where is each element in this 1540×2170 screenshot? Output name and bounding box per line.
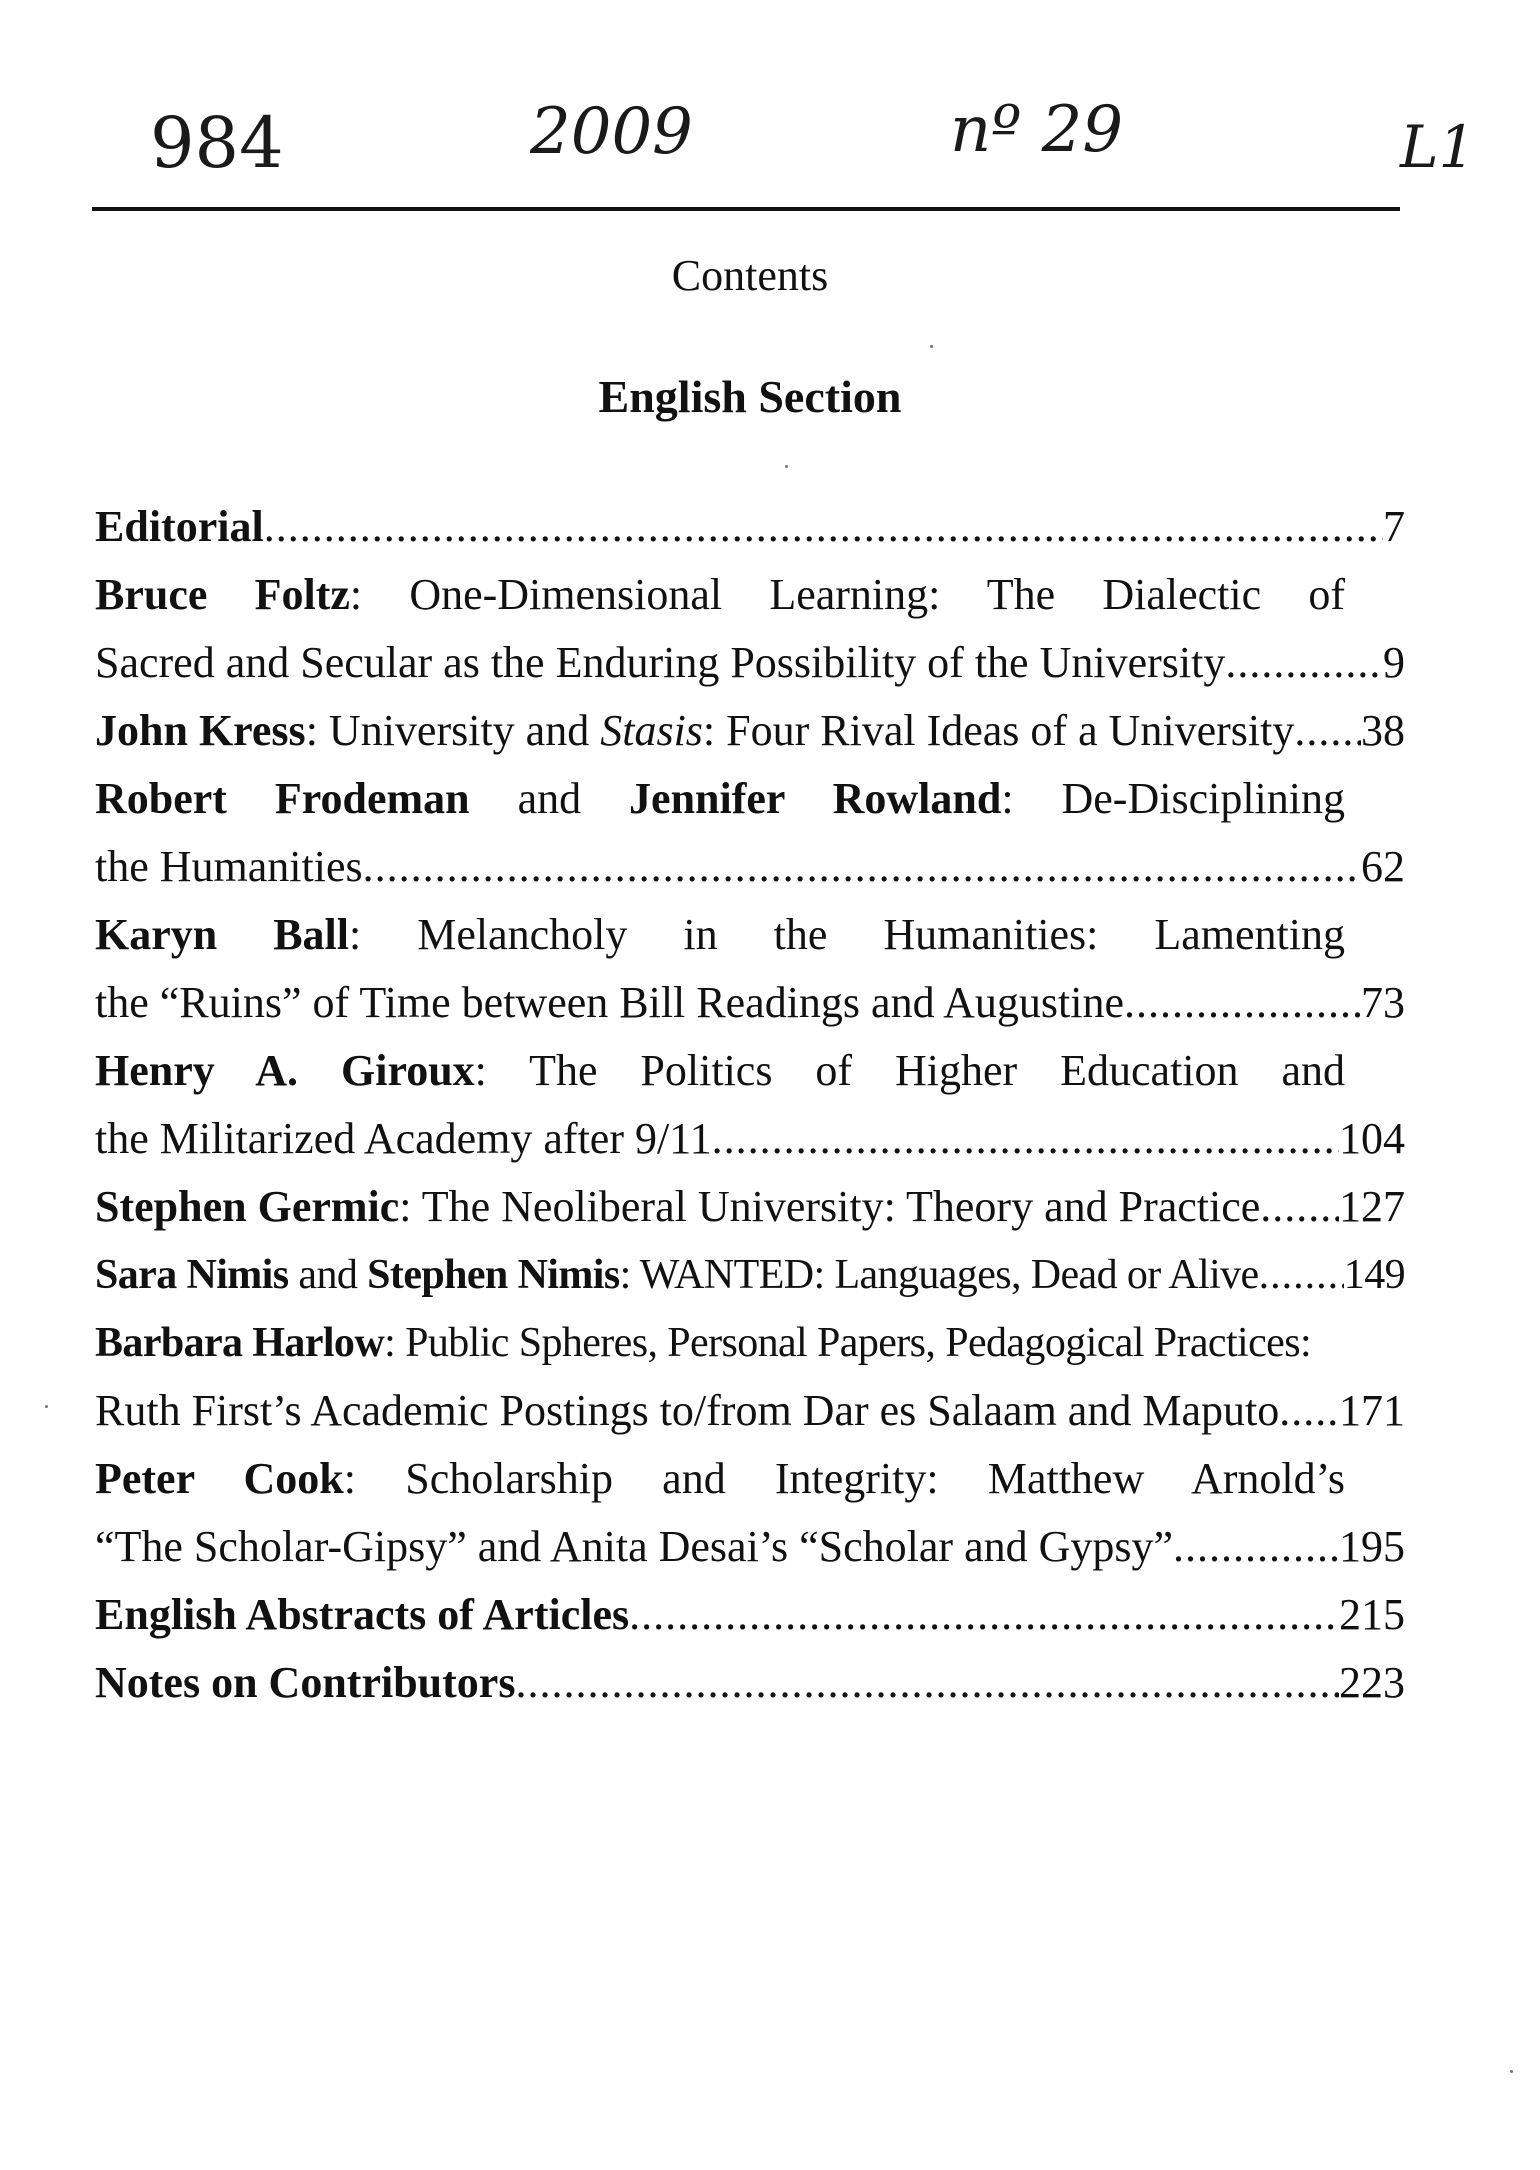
leader-dots xyxy=(1260,1173,1339,1241)
leader-dots xyxy=(515,1649,1339,1717)
toc-entry-kress: John Kress: University and Stasis: Four Rival Ideas of a University ..... 38 xyxy=(95,697,1405,765)
entry-title-cont: the “Ruins” of Time between Bill Readings and Augustine xyxy=(95,978,1125,1027)
toc-entry-harlow-line2 xyxy=(95,1377,1405,1445)
toc-entry-frodeman-line1: Robert Frodeman and Jennifer Rowland: De-Disciplining xyxy=(95,774,1345,823)
entry-title-post: : Four Rival Ideas of a University xyxy=(702,706,1295,755)
author: Robert Frodeman xyxy=(95,774,470,823)
entry-title: Editorial xyxy=(95,502,264,551)
entry-title: One-Dimensional Learning: The Dialectic of xyxy=(409,570,1345,619)
toc-entry-abstracts xyxy=(95,1581,1405,1649)
toc-entry-frodeman-line2 xyxy=(95,833,1405,901)
leader-dots xyxy=(264,493,1383,561)
header-rule xyxy=(92,207,1400,211)
leader-dots xyxy=(629,1581,1339,1649)
entry-title-cont: “The Scholar-Gipsy” and Anita Desai’s “Scholar and Gypsy” xyxy=(95,1522,1174,1571)
toc-entry-giroux-line2 xyxy=(95,1105,1405,1173)
toc-entry-ball-line1: Karyn Ball: Melancholy in the Humanities: Lamenting xyxy=(95,910,1345,959)
toc-entry-harlow-line1: Barbara Harlow: Public Spheres, Personal Papers, Pedagogical Practices: xyxy=(95,1320,1312,1366)
toc-entry-cook-line1: Peter Cook: Scholarship and Integrity: Matthew Arnold’s xyxy=(95,1454,1346,1503)
page-number: 7 xyxy=(1383,502,1405,551)
toc-entry-germic: Stephen Germic: The Neoliberal University: Theory and Practice ..... 127 xyxy=(95,1173,1405,1241)
page-number: 195 xyxy=(1339,1522,1405,1571)
leader-dots xyxy=(1294,697,1361,765)
scan-speck xyxy=(1510,2070,1513,2073)
page-number: 38 xyxy=(1361,706,1405,755)
author: Jennifer Rowland xyxy=(629,774,1002,823)
entry-title-pre: University and xyxy=(328,706,601,755)
leader-dots xyxy=(1173,1513,1339,1581)
entry-title-cont: the Militarized Academy after 9/11 xyxy=(95,1114,712,1163)
leader-dots xyxy=(712,1105,1339,1173)
entry-title-cont: the Humanities xyxy=(95,842,363,891)
scan-speck xyxy=(785,465,788,468)
handwritten-mark: L1 xyxy=(1400,113,1476,181)
toc-entry-giroux-line1: Henry A. Giroux: The Politics of Higher Education and xyxy=(95,1046,1345,1095)
entry-title: De-Disciplining xyxy=(1061,774,1345,823)
entry-title: The Politics of Higher Education and xyxy=(529,1046,1345,1095)
leader-dots xyxy=(1124,969,1361,1037)
toc-entry-foltz-line2 xyxy=(95,629,1405,697)
entry-title: WANTED: Languages, Dead or Alive xyxy=(639,1252,1259,1298)
author: Stephen Nimis xyxy=(367,1252,620,1298)
entry-title: Scholarship and Integrity: Matthew Arnold’s xyxy=(405,1454,1346,1503)
author: Barbara Harlow xyxy=(95,1320,385,1366)
page-number: 9 xyxy=(1383,638,1405,687)
page-number: 104 xyxy=(1339,1114,1405,1163)
leader-dots xyxy=(363,833,1361,901)
toc-entry-cook-line2 xyxy=(95,1513,1405,1581)
author: Peter Cook xyxy=(95,1454,344,1503)
entry-title-cont: Ruth First’s Academic Postings to/from Dar es Salaam and Maputo xyxy=(95,1386,1280,1435)
author: Stephen Germic xyxy=(95,1182,400,1231)
toc-entry-ball-line2 xyxy=(95,969,1405,1037)
page-number: 62 xyxy=(1361,842,1405,891)
page-number: 171 xyxy=(1339,1386,1405,1435)
author: Bruce Foltz xyxy=(95,570,350,619)
page-number: 223 xyxy=(1339,1658,1405,1707)
section-title: English Section xyxy=(598,371,902,422)
handwritten-issue: nº 29 xyxy=(950,93,1124,167)
toc-entry-nimis: Sara Nimis and Stephen Nimis: WANTED: Languages, Dead or Alive ..... 149 xyxy=(95,1241,1405,1309)
author: John Kress xyxy=(95,706,306,755)
leader-dots xyxy=(1225,629,1383,697)
contents-title: Contents xyxy=(671,251,829,300)
table-of-contents xyxy=(95,493,1405,1717)
toc-entry-contributors xyxy=(95,1649,1405,1717)
entry-title: The Neoliberal University: Theory and Practice xyxy=(421,1182,1261,1231)
entry-title: Notes on Contributors xyxy=(95,1658,516,1707)
entry-title-cont: Sacred and Secular as the Enduring Possibility of the University xyxy=(95,638,1226,687)
page-number: 149 xyxy=(1343,1252,1405,1298)
toc-entry-foltz-line1: Bruce Foltz: One-Dimensional Learning: The Dialectic of xyxy=(95,570,1345,619)
handwritten-year: 2009 xyxy=(530,95,693,169)
entry-title: Melancholy in the Humanities: Lamenting xyxy=(417,910,1345,959)
entry-title: English Abstracts of Articles xyxy=(95,1590,630,1639)
entry-title: Public Spheres, Personal Papers, Pedagogical Practices: xyxy=(405,1320,1312,1366)
leader-dots xyxy=(1259,1241,1344,1309)
leader-dots xyxy=(1279,1377,1339,1445)
page-number: 73 xyxy=(1361,978,1405,1027)
page-number: 215 xyxy=(1339,1590,1405,1639)
handwritten-number: 984 xyxy=(150,102,284,184)
author: Henry A. Giroux xyxy=(95,1046,475,1095)
page-number: 127 xyxy=(1339,1182,1405,1231)
scan-speck xyxy=(45,1405,48,1408)
scan-speck xyxy=(930,345,933,348)
author: Karyn Ball xyxy=(95,910,350,959)
entry-title-italic: Stasis xyxy=(600,706,703,755)
toc-entry-editorial xyxy=(95,493,1405,561)
author: Sara Nimis xyxy=(95,1252,289,1298)
conjunction: and xyxy=(298,1252,358,1298)
conjunction: and xyxy=(517,774,582,823)
